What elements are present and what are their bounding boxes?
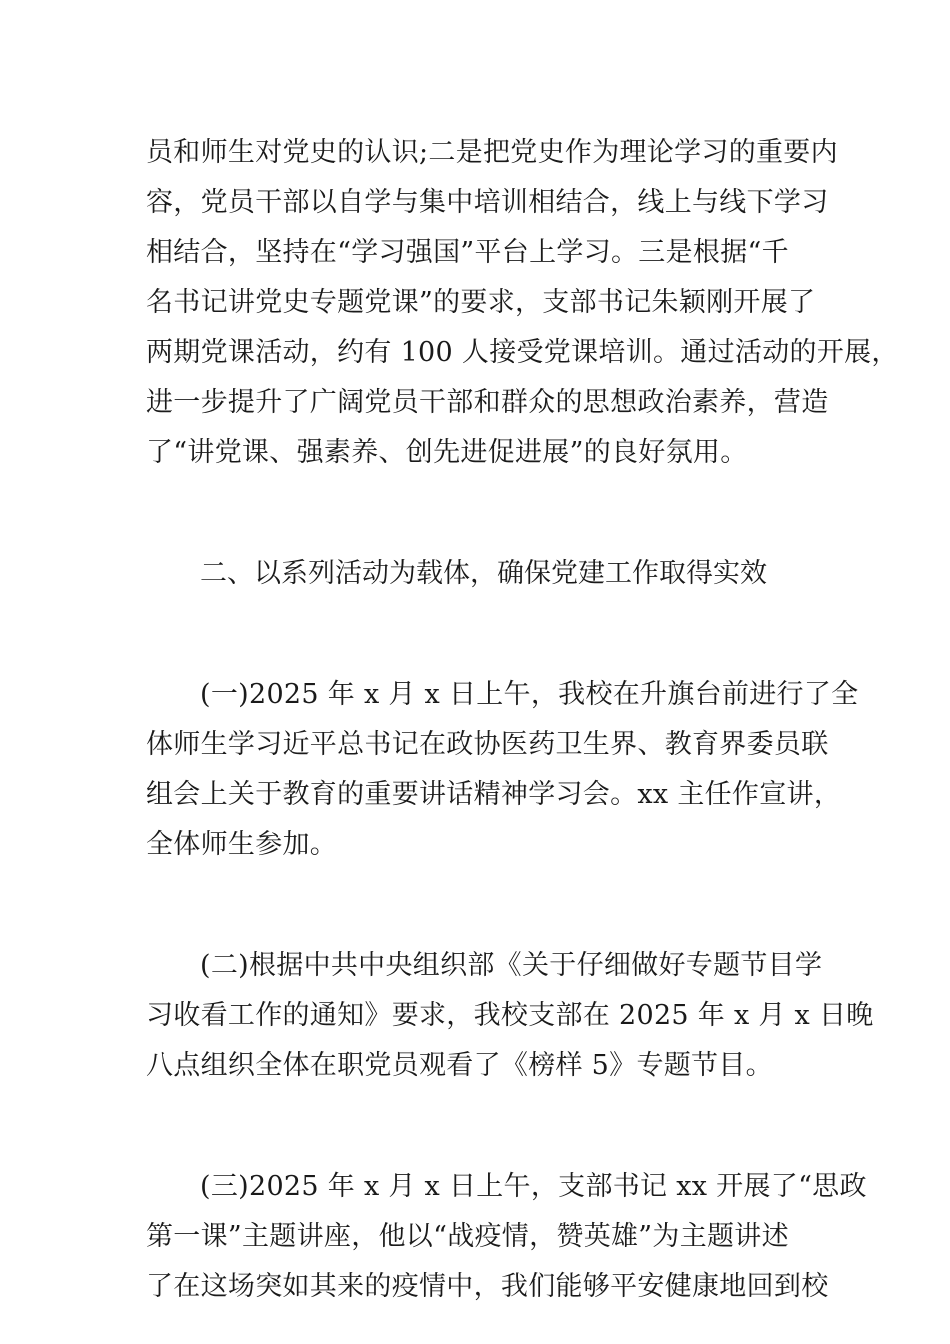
text-line: 习收看工作的通知》要求，我校支部在 2025 年 x 月 x 日晚	[146, 1000, 874, 1031]
paragraph-spacer	[146, 478, 808, 549]
paragraph-party-history-study	[146, 128, 899, 478]
paragraph-item-1	[146, 670, 859, 870]
text-line: 容，党员干部以自学与集中培训相结合，线上与线下学习	[146, 187, 829, 218]
paragraph-item-3	[146, 1162, 867, 1312]
text-line: 相结合，坚持在“学习强国”平台上学习。三是根据“千	[146, 237, 789, 268]
text-line: 两期党课活动，约有 100 人接受党课培训。通过活动的开展，	[146, 337, 899, 368]
text-line: 组会上关于教育的重要讲话精神学习会。xx 主任作宣讲，	[146, 779, 842, 810]
text-line: (一)2025 年 x 月 x 日上午，我校在升旗台前进行了全	[200, 679, 859, 710]
text-line: 了“讲党课、强素养、创先进促进展”的良好氛用。	[146, 437, 748, 468]
paragraph-spacer	[146, 599, 808, 670]
paragraph-item-2	[146, 941, 874, 1091]
text-line: 八点组织全体在职党员观看了《榜样 5》专题节目。	[146, 1050, 773, 1081]
text-line: 了在这场突如其来的疫情中，我们能够平安健康地回到校	[146, 1271, 829, 1302]
text-line: (二)根据中共中央组织部《关于仔细做好专题节目学	[200, 950, 823, 981]
paragraph-spacer	[146, 870, 808, 941]
document-body	[146, 128, 899, 1312]
text-line: 第一课”主题讲座，他以“战疫情，赞英雄”为主题讲述	[146, 1221, 789, 1252]
section-heading: 二、以系列活动为载体，确保党建工作取得实效	[200, 558, 767, 589]
paragraph-spacer	[146, 1091, 808, 1162]
text-line: 员和师生对党史的认识;二是把党史作为理论学习的重要内	[146, 137, 838, 168]
text-line: 进一步提升了广阔党员干部和群众的思想政治素养，营造	[146, 387, 829, 418]
text-line: 体师生学习近平总书记在政协医药卫生界、教育界委员联	[146, 729, 829, 760]
text-line: 全体师生参加。	[146, 829, 338, 860]
text-line: 名书记讲党史专题党课”的要求，支部书记朱颖刚开展了	[146, 287, 816, 318]
text-line: (三)2025 年 x 月 x 日上午，支部书记 xx 开展了“思政	[200, 1171, 867, 1202]
